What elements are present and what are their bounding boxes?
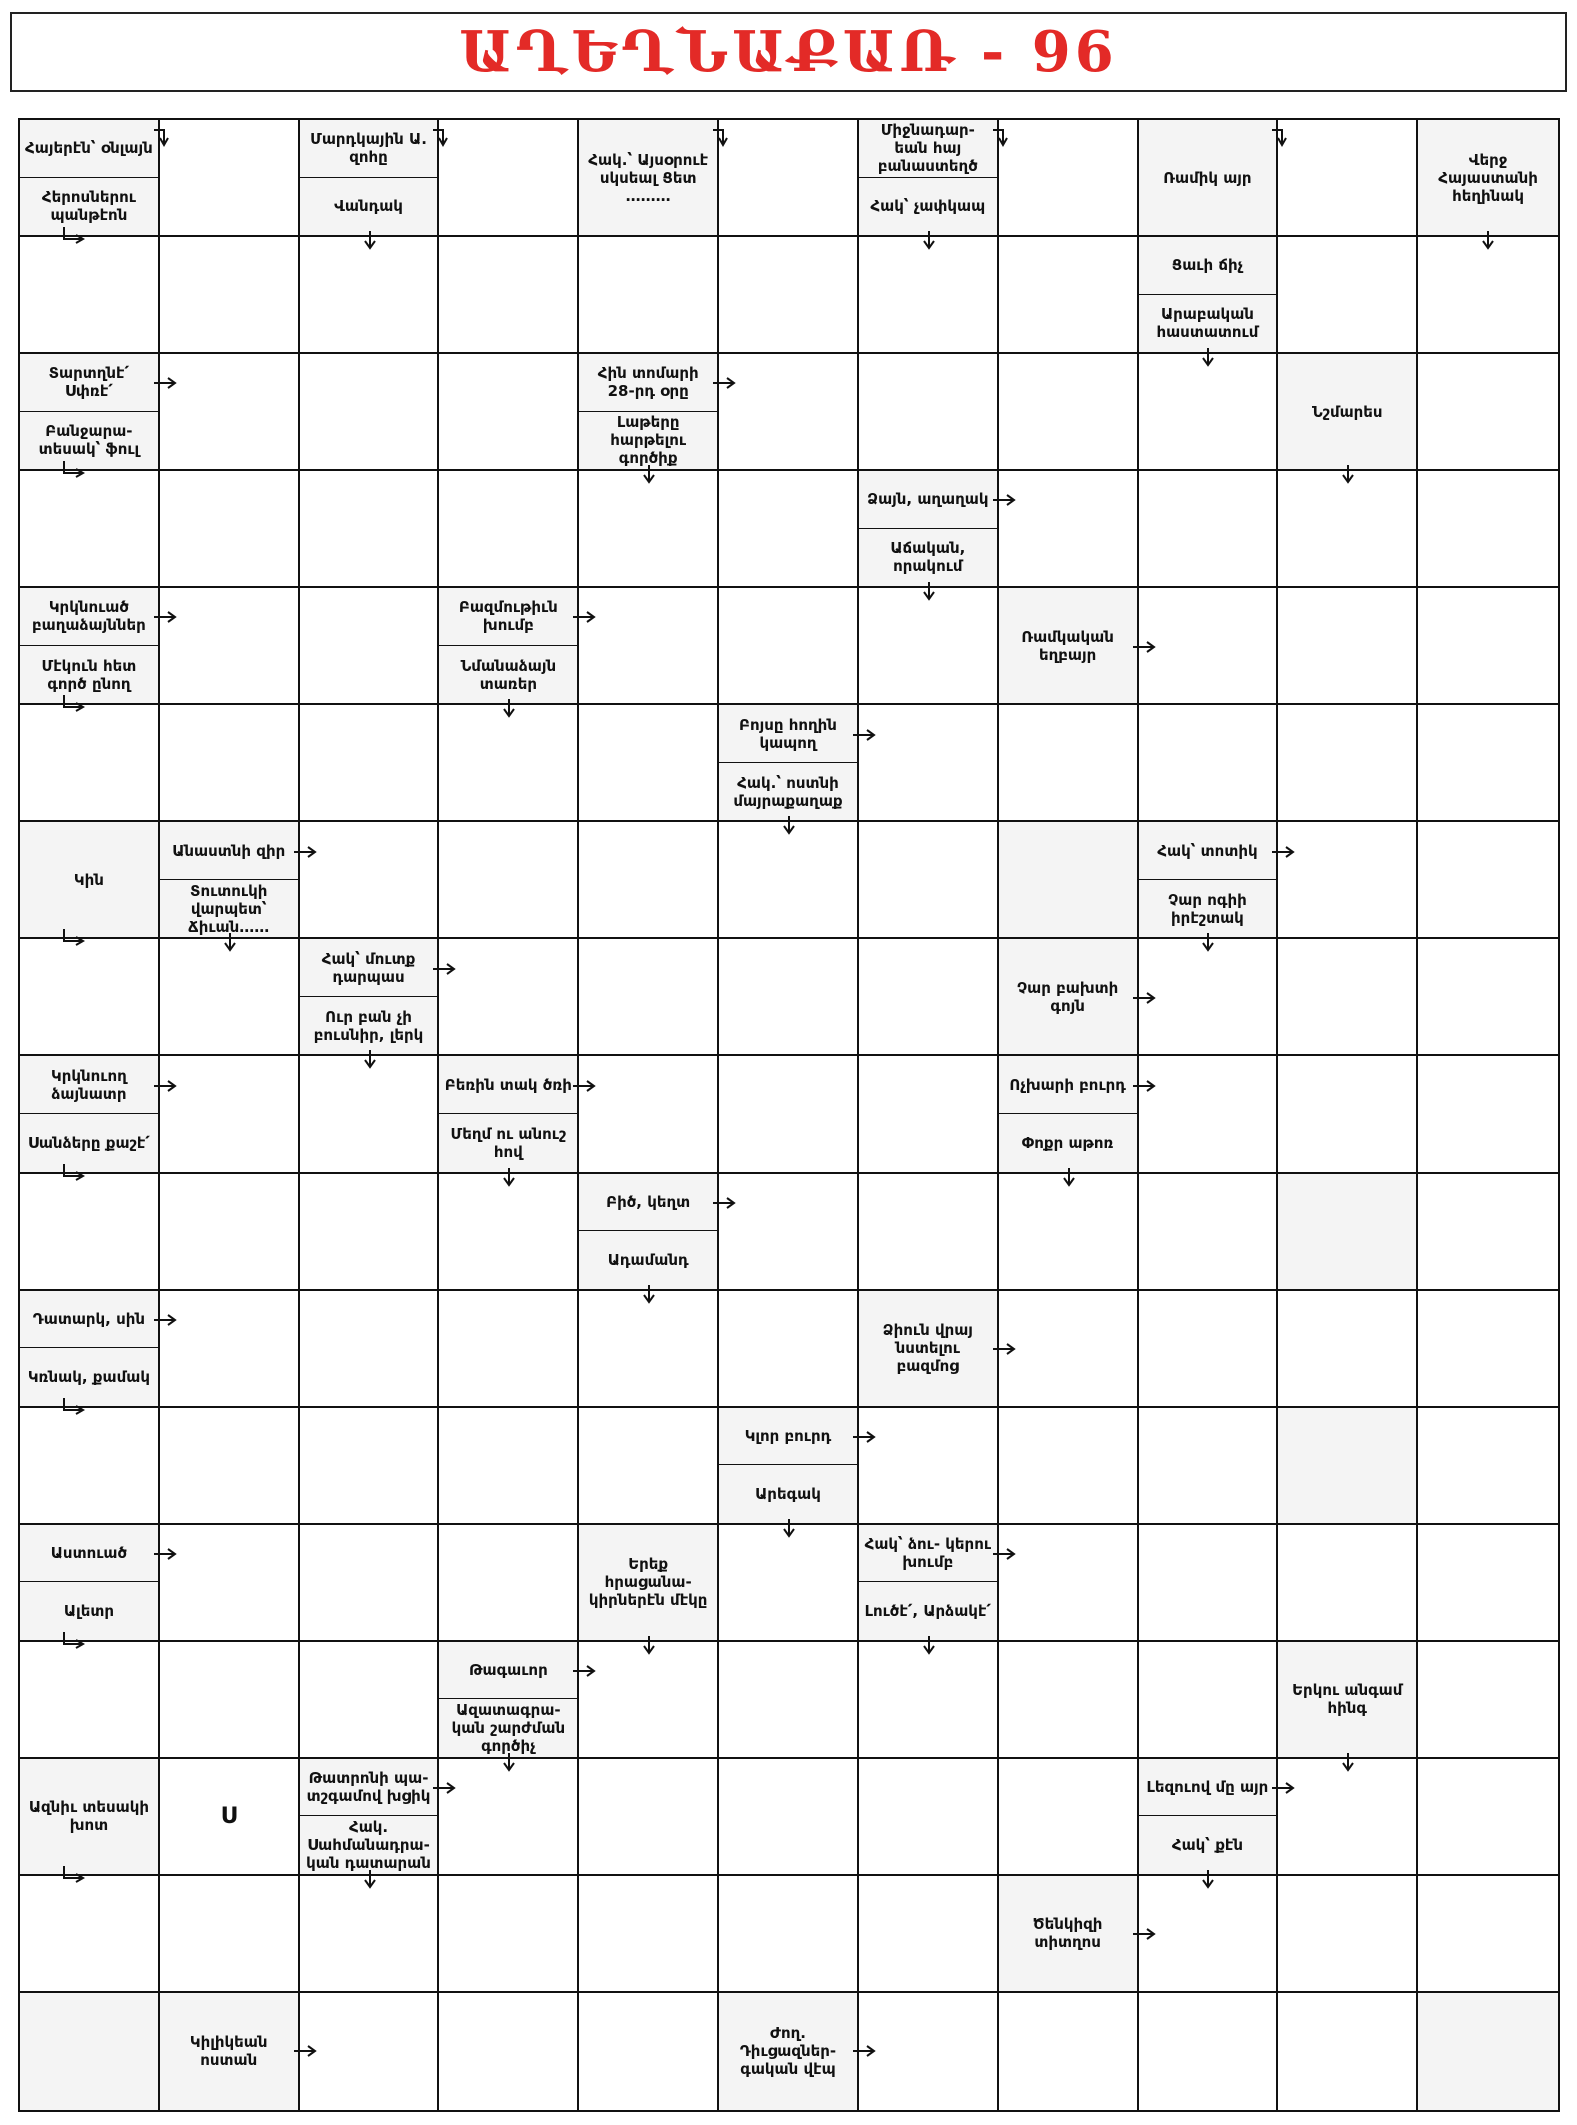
answer-cell[interactable]: [1139, 1876, 1279, 1993]
answer-cell[interactable]: [1139, 1291, 1279, 1408]
answer-cell[interactable]: [439, 1759, 579, 1876]
answer-cell[interactable]: [1278, 1291, 1418, 1408]
clue-cell: [160, 1993, 300, 2110]
answer-cell[interactable]: [300, 354, 440, 471]
answer-cell[interactable]: [999, 1993, 1139, 2110]
answer-cell[interactable]: [579, 237, 719, 354]
answer-cell[interactable]: [1139, 1408, 1279, 1525]
clue-cell: [20, 354, 160, 471]
clue-text: Ժող. Դիւցազներ- գական վէպ: [719, 1993, 857, 2110]
answer-cell[interactable]: [439, 1993, 579, 2110]
answer-cell[interactable]: [300, 1642, 440, 1759]
clue-cell: [859, 1291, 999, 1408]
answer-cell[interactable]: [579, 1056, 719, 1173]
answer-cell[interactable]: [1278, 939, 1418, 1056]
answer-cell[interactable]: [439, 939, 579, 1056]
clue-cell: [719, 705, 859, 822]
clue-cell: [20, 1291, 160, 1408]
clue-text: Փոքր աթոռ: [999, 1114, 1137, 1172]
clue-text: Ձիուն վրայ նստելու բազմոց: [859, 1291, 997, 1406]
clue-text: Չար բախտի գոյն: [999, 939, 1137, 1054]
answer-cell[interactable]: [300, 237, 440, 354]
answer-cell[interactable]: [300, 588, 440, 705]
answer-cell[interactable]: [999, 1291, 1139, 1408]
answer-cell[interactable]: [1418, 1642, 1558, 1759]
clue-cell: [859, 471, 999, 588]
clue-text: Ցաւի ճիչ: [1139, 237, 1277, 295]
clue-cell: [20, 120, 160, 237]
clue-cell: [579, 354, 719, 471]
answer-cell[interactable]: [719, 822, 859, 939]
clue-cell: [20, 822, 160, 939]
clue-text: Կիլիկեան ոստան: [160, 1993, 298, 2110]
answer-cell[interactable]: [160, 1876, 300, 1993]
clue-cell: [300, 939, 440, 1056]
answer-cell[interactable]: [439, 354, 579, 471]
answer-cell[interactable]: [300, 1174, 440, 1291]
answer-cell[interactable]: [999, 354, 1139, 471]
answer-cell[interactable]: [439, 1408, 579, 1525]
clue-cell: [579, 1174, 719, 1291]
answer-cell[interactable]: [1278, 588, 1418, 705]
answer-cell[interactable]: [579, 1759, 719, 1876]
answer-cell[interactable]: [999, 237, 1139, 354]
shaded-cell: [1278, 1408, 1418, 1525]
answer-cell[interactable]: [160, 354, 300, 471]
answer-cell[interactable]: [1418, 1525, 1558, 1642]
clue-text: Կռնակ, քամակ: [20, 1348, 158, 1406]
answer-cell[interactable]: [719, 1642, 859, 1759]
clue-text: Տարտղնէ՛ Սփռէ՛: [20, 354, 158, 412]
clue-text: Հակ՝ ձու- կերու խումբ: [859, 1525, 997, 1583]
answer-cell[interactable]: [719, 1759, 859, 1876]
answer-cell[interactable]: [160, 120, 300, 237]
clue-cell: [20, 1759, 160, 1876]
clue-text: Ուր բան չի բուսնիր, լերկ: [300, 997, 438, 1055]
answer-cell[interactable]: [439, 822, 579, 939]
answer-cell[interactable]: [999, 1174, 1139, 1291]
answer-cell[interactable]: [719, 939, 859, 1056]
answer-cell[interactable]: [859, 1408, 999, 1525]
answer-cell[interactable]: [859, 237, 999, 354]
clue-text: Միջնադար- եան հայ բանաստեղծ: [859, 120, 997, 178]
shaded-cell: [1278, 1174, 1418, 1291]
answer-cell[interactable]: [1139, 588, 1279, 705]
answer-cell[interactable]: [300, 1876, 440, 1993]
answer-cell[interactable]: [719, 471, 859, 588]
answer-cell[interactable]: [300, 1993, 440, 2110]
clue-text: Աստուած: [20, 1525, 158, 1583]
clue-cell: [1139, 1759, 1279, 1876]
clue-cell: [160, 822, 300, 939]
clue-text: Ալետր: [20, 1582, 158, 1640]
answer-cell[interactable]: [20, 1642, 160, 1759]
answer-cell[interactable]: [859, 1759, 999, 1876]
answer-cell[interactable]: [999, 1525, 1139, 1642]
shaded-cell: [20, 1993, 160, 2110]
answer-cell[interactable]: [999, 471, 1139, 588]
answer-cell[interactable]: [1139, 354, 1279, 471]
clue-text: Կին: [20, 822, 158, 937]
answer-cell[interactable]: [1418, 237, 1558, 354]
clue-text: Բանջարա- տեսակ՝ ֆուլ: [20, 412, 158, 470]
clue-text: Երեք հրացանա- կիրներէն մէկը: [579, 1525, 717, 1640]
answer-cell[interactable]: [160, 588, 300, 705]
answer-cell[interactable]: [579, 588, 719, 705]
answer-cell[interactable]: [999, 1408, 1139, 1525]
answer-cell[interactable]: [1278, 120, 1418, 237]
clue-text: Ադամանդ: [579, 1231, 717, 1289]
answer-cell[interactable]: [579, 1876, 719, 1993]
answer-cell[interactable]: [160, 1056, 300, 1173]
answer-cell[interactable]: [1418, 1056, 1558, 1173]
answer-cell[interactable]: [439, 1291, 579, 1408]
clue-text: Արեգակ: [719, 1465, 857, 1523]
clue-cell: [1418, 120, 1558, 237]
answer-cell[interactable]: [1139, 1993, 1279, 2110]
clue-cell: [439, 588, 579, 705]
answer-cell[interactable]: [859, 354, 999, 471]
clue-cell: [999, 1056, 1139, 1173]
clue-text: Ռամիկ այր: [1139, 120, 1277, 235]
answer-cell[interactable]: [439, 1174, 579, 1291]
answer-cell[interactable]: [579, 1408, 719, 1525]
answer-cell[interactable]: [160, 1642, 300, 1759]
clue-text: Հին տոմարի 28-րդ օրը: [579, 354, 717, 412]
clue-text: Բեռին տակ ծռի: [439, 1056, 577, 1114]
answer-cell[interactable]: [719, 237, 859, 354]
answer-cell[interactable]: [1278, 1056, 1418, 1173]
clue-text: Ազնիւ տեսակի խոտ: [20, 1759, 158, 1874]
answer-cell[interactable]: [1139, 939, 1279, 1056]
answer-cell[interactable]: [999, 705, 1139, 822]
clue-text: Հակ. Սահմանադրա- կան դատարան: [300, 1816, 438, 1874]
answer-cell[interactable]: [719, 1876, 859, 1993]
answer-cell[interactable]: [160, 1525, 300, 1642]
clue-text: Հերոսներու պանթէոն: [20, 178, 158, 236]
answer-cell[interactable]: [1418, 1759, 1558, 1876]
clue-text: Չար ոգիի իրէշտակ: [1139, 880, 1277, 938]
answer-cell[interactable]: [20, 1876, 160, 1993]
answer-cell[interactable]: [1139, 471, 1279, 588]
answer-cell[interactable]: [1139, 1056, 1279, 1173]
answer-cell[interactable]: [719, 1291, 859, 1408]
clue-text: Հակ՝ չափկապ: [859, 178, 997, 236]
clue-cell: [999, 939, 1139, 1056]
answer-cell[interactable]: [20, 237, 160, 354]
answer-cell[interactable]: [859, 1174, 999, 1291]
clue-cell: [1139, 120, 1279, 237]
answer-cell[interactable]: [300, 1408, 440, 1525]
clue-text: Հակ՝ քէն: [1139, 1816, 1277, 1874]
answer-cell[interactable]: [999, 1759, 1139, 1876]
clue-text: Ծենկիզի տիտղոս: [999, 1876, 1137, 1991]
answer-cell[interactable]: [1139, 1174, 1279, 1291]
clue-text: Կրկնուող ձայնատր: [20, 1056, 158, 1114]
clue-text: Տուտուկի վարպետ՝ Ճիւան……: [160, 880, 298, 938]
answer-cell[interactable]: [1278, 1993, 1418, 2110]
answer-cell[interactable]: [1139, 1525, 1279, 1642]
answer-cell[interactable]: [719, 1056, 859, 1173]
clue-cell: [1278, 354, 1418, 471]
answer-cell[interactable]: [160, 1174, 300, 1291]
answer-cell[interactable]: [859, 1642, 999, 1759]
clue-text: Հակ.՝ Այսօրուէ սկսեալ Ցետ ………: [579, 120, 717, 235]
answer-cell[interactable]: [859, 1056, 999, 1173]
clue-text: Հայերէն՝ օնլայն: [20, 120, 158, 178]
clue-text: Դատարկ, սին: [20, 1291, 158, 1349]
answer-cell[interactable]: [1278, 471, 1418, 588]
clue-text: Նմանաձայն տառեր: [439, 646, 577, 704]
clue-text: Թատրոնի պա- տշգամով խցիկ: [300, 1759, 438, 1817]
clue-text: Արաբական հաստատում: [1139, 295, 1277, 353]
clue-text: Կլոր բուրդ: [719, 1408, 857, 1466]
answer-cell[interactable]: [579, 705, 719, 822]
answer-cell[interactable]: [999, 1642, 1139, 1759]
answer-cell[interactable]: [1418, 354, 1558, 471]
answer-cell[interactable]: [300, 1291, 440, 1408]
answer-cell[interactable]: [300, 705, 440, 822]
answer-cell[interactable]: [439, 705, 579, 822]
answer-cell[interactable]: [1418, 588, 1558, 705]
clue-cell: [439, 1642, 579, 1759]
clue-text: Հակ՝ մուտք դարպաս: [300, 939, 438, 997]
answer-cell[interactable]: [160, 1759, 300, 1876]
answer-cell[interactable]: [160, 237, 300, 354]
answer-cell[interactable]: [719, 354, 859, 471]
answer-cell[interactable]: [300, 1056, 440, 1173]
answer-cell[interactable]: [859, 822, 999, 939]
clue-text: Բոյսը հողին կապող: [719, 705, 857, 763]
answer-cell[interactable]: [1278, 237, 1418, 354]
answer-cell[interactable]: [719, 120, 859, 237]
clue-cell: [579, 1525, 719, 1642]
clue-text: Նշմարես: [1278, 354, 1416, 469]
clue-text: Կրկնուած բաղաձայններ: [20, 588, 158, 646]
clue-text: Սանձերը քաշէ՛: [20, 1114, 158, 1172]
clue-cell: [20, 588, 160, 705]
clue-cell: [1139, 822, 1279, 939]
clue-text: Ոչխարի բուրդ: [999, 1056, 1137, 1114]
clue-text: Ռամկական եղբայր: [999, 588, 1137, 703]
answer-cell[interactable]: [859, 939, 999, 1056]
clue-text: Մարդկային Ա. զոհը: [300, 120, 438, 178]
answer-cell[interactable]: [1418, 471, 1558, 588]
clue-cell: [719, 1408, 859, 1525]
clue-text: Աճական, որակում: [859, 529, 997, 587]
answer-cell[interactable]: [160, 471, 300, 588]
answer-cell[interactable]: [20, 471, 160, 588]
answer-cell[interactable]: [439, 1525, 579, 1642]
clue-cell: [719, 1993, 859, 2110]
clue-text: Լուծէ՛, Արձակէ՛: [859, 1582, 997, 1640]
answer-cell[interactable]: [300, 1525, 440, 1642]
clue-cell: [579, 120, 719, 237]
answer-cell[interactable]: [1278, 1876, 1418, 1993]
answer-cell[interactable]: [1418, 939, 1558, 1056]
answer-cell[interactable]: [1278, 705, 1418, 822]
clue-text: Թագաւոր: [439, 1642, 577, 1700]
clue-text: Լաթերը հարթելու գործիք: [579, 412, 717, 470]
clue-text: Ազատագրա- կան շարժման գործիչ: [439, 1699, 577, 1757]
answer-cell[interactable]: [20, 705, 160, 822]
answer-cell[interactable]: [859, 1993, 999, 2110]
answer-cell[interactable]: [1278, 1759, 1418, 1876]
answer-cell[interactable]: [579, 939, 719, 1056]
clue-text: Վանդակ: [300, 178, 438, 236]
clue-cell: [859, 1525, 999, 1642]
clue-cell: [20, 1056, 160, 1173]
answer-cell[interactable]: [1418, 1174, 1558, 1291]
answer-cell[interactable]: [859, 705, 999, 822]
answer-cell[interactable]: [1418, 822, 1558, 939]
answer-cell[interactable]: [20, 1408, 160, 1525]
answer-cell[interactable]: [859, 1876, 999, 1993]
answer-cell[interactable]: [160, 1408, 300, 1525]
clue-cell: [20, 1525, 160, 1642]
answer-cell[interactable]: [579, 471, 719, 588]
answer-cell[interactable]: [20, 939, 160, 1056]
answer-cell[interactable]: [160, 1291, 300, 1408]
answer-letter: Ս: [220, 1803, 237, 1829]
answer-cell[interactable]: [1418, 1876, 1558, 1993]
answer-cell[interactable]: [579, 1993, 719, 2110]
answer-cell[interactable]: [719, 1174, 859, 1291]
clue-cell: [439, 1056, 579, 1173]
clue-text: Հակ՝ տոտիկ: [1139, 822, 1277, 880]
clue-text: Լեզուով մը այր: [1139, 1759, 1277, 1817]
clue-text: Մեղմ ու անուշ հով: [439, 1114, 577, 1172]
answer-cell[interactable]: [579, 822, 719, 939]
clue-text: Մէկուն հետ գործ ընող: [20, 646, 158, 704]
answer-cell[interactable]: [1139, 1642, 1279, 1759]
answer-cell[interactable]: [439, 471, 579, 588]
answer-cell[interactable]: [160, 705, 300, 822]
clue-text: Երկու անգամ հինգ: [1278, 1642, 1416, 1757]
answer-cell[interactable]: [300, 822, 440, 939]
title-box: [10, 12, 1567, 92]
answer-cell[interactable]: [20, 1174, 160, 1291]
answer-cell[interactable]: [719, 1525, 859, 1642]
answer-cell[interactable]: [999, 120, 1139, 237]
answer-cell[interactable]: [300, 471, 440, 588]
page-title: ԱՂԵՂՆԱՔԱՌ - 96: [459, 19, 1118, 85]
clue-text: Վերջ Հայաստանի հեղինակ: [1418, 120, 1558, 235]
answer-cell[interactable]: [1418, 705, 1558, 822]
crossword-grid: [18, 118, 1560, 2112]
clue-cell: [1139, 237, 1279, 354]
answer-cell[interactable]: [160, 939, 300, 1056]
answer-cell[interactable]: [719, 588, 859, 705]
answer-cell[interactable]: [579, 1291, 719, 1408]
answer-cell[interactable]: [1278, 1525, 1418, 1642]
clue-text: Հակ.՝ ոստնի մայրաքաղաք: [719, 763, 857, 821]
answer-cell[interactable]: [439, 237, 579, 354]
answer-cell[interactable]: [1139, 705, 1279, 822]
clue-cell: [300, 120, 440, 237]
clue-text: Անաստնի զիր: [160, 822, 298, 880]
clue-cell: [999, 1876, 1139, 1993]
answer-cell[interactable]: [1418, 1408, 1558, 1525]
clue-text: Ձայն, աղաղակ: [859, 471, 997, 529]
shaded-cell: [999, 822, 1139, 939]
answer-cell[interactable]: [439, 120, 579, 237]
shaded-cell: [1418, 1993, 1558, 2110]
answer-cell[interactable]: [859, 588, 999, 705]
answer-cell[interactable]: [439, 1876, 579, 1993]
clue-cell: [1278, 1642, 1418, 1759]
answer-cell[interactable]: [579, 1642, 719, 1759]
answer-cell[interactable]: [1418, 1291, 1558, 1408]
answer-cell[interactable]: [1278, 822, 1418, 939]
clue-text: Բազմութիւն խումբ: [439, 588, 577, 646]
clue-text: Բիծ, կեղտ: [579, 1174, 717, 1232]
clue-cell: [859, 120, 999, 237]
clue-cell: [300, 1759, 440, 1876]
clue-cell: [999, 588, 1139, 705]
